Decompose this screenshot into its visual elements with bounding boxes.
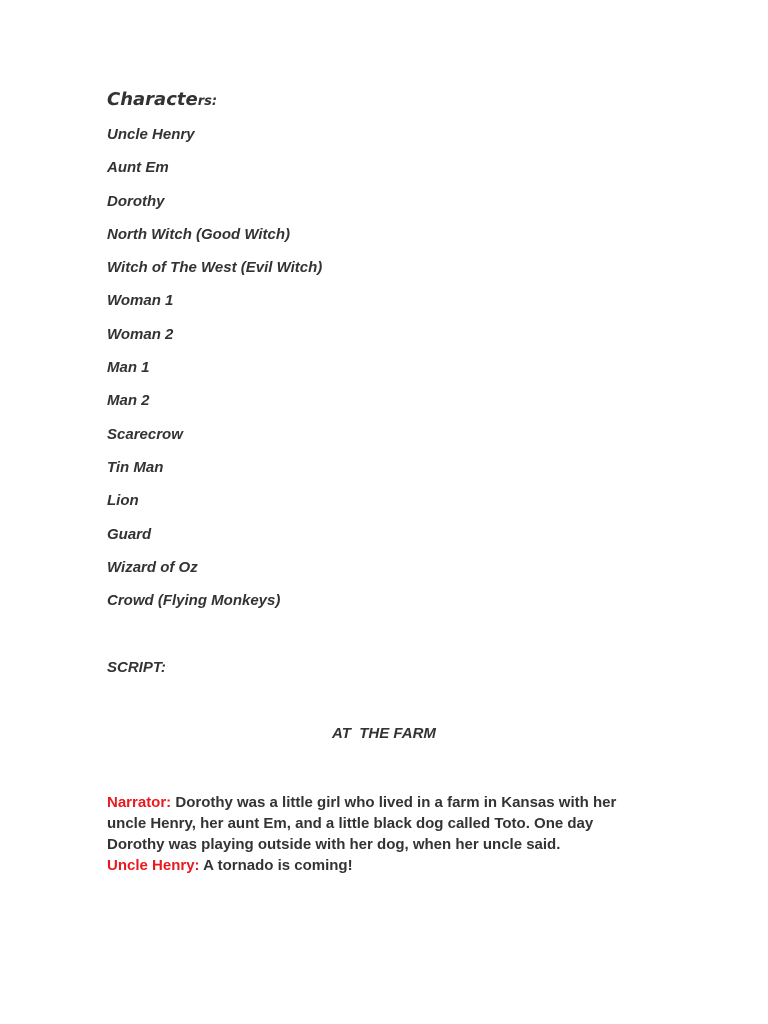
character-list bbox=[107, 126, 322, 625]
character-item: Uncle Henry bbox=[107, 126, 195, 143]
character-item: Crowd (Flying Monkeys) bbox=[107, 592, 281, 610]
speaker-name: Uncle Henry: bbox=[107, 857, 200, 874]
character-item: Witch of The West (Evil Witch) bbox=[107, 259, 323, 277]
character-item: Scarecrow bbox=[107, 425, 183, 443]
character-item: Man 1 bbox=[107, 359, 150, 377]
dialogue-text: Dorothy was a little girl who lived in a farm in Kansas with her uncle Henry, her aunt Em, and a little black dog called Toto. One day Dorothy was playing outside with her dog, when her uncle said. bbox=[107, 794, 617, 853]
dialogue-line bbox=[107, 792, 647, 855]
scene-title: AT THE FARM bbox=[332, 725, 436, 742]
dialogue-block bbox=[107, 792, 647, 876]
dialogue-line bbox=[107, 855, 647, 876]
character-item: Guard bbox=[107, 525, 152, 543]
dialogue-text: A tornado is coming! bbox=[199, 857, 353, 874]
character-item: Man 2 bbox=[107, 392, 150, 410]
character-item: Tin Man bbox=[107, 458, 164, 476]
characters-heading bbox=[107, 89, 217, 110]
speaker-name: Narrator: bbox=[107, 794, 172, 811]
character-item: Dorothy bbox=[107, 192, 165, 210]
characters-heading-suffix: rs: bbox=[197, 94, 218, 109]
script-label: SCRIPT: bbox=[107, 659, 166, 676]
character-item: North Witch (Good Witch) bbox=[107, 225, 291, 243]
character-item: Woman 1 bbox=[107, 292, 174, 310]
character-item: Wizard of Oz bbox=[107, 558, 198, 576]
character-item: Woman 2 bbox=[107, 325, 174, 343]
character-item: Aunt Em bbox=[107, 159, 169, 177]
character-item: Lion bbox=[107, 492, 139, 510]
characters-heading-main: Characte bbox=[107, 89, 198, 110]
